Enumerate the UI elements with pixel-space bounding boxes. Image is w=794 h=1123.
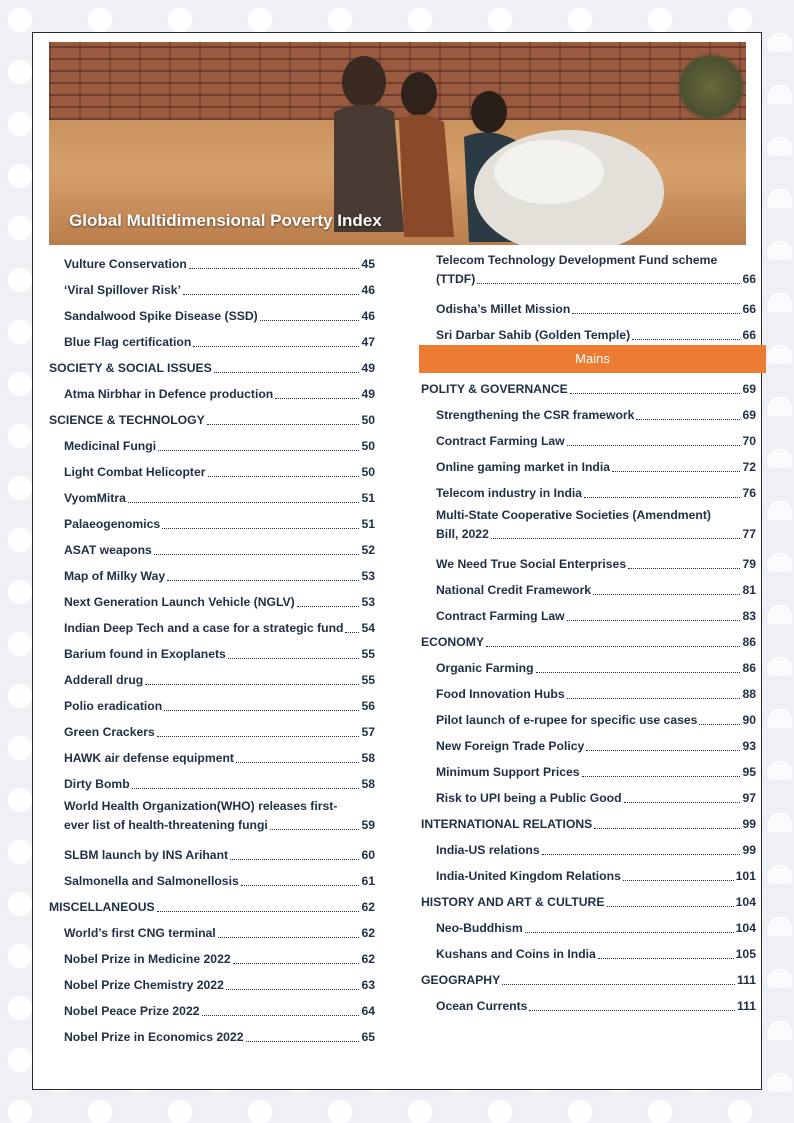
toc-entry-page: 111: [737, 973, 756, 987]
dot-leader: [491, 538, 741, 539]
toc-column-right: [421, 248, 756, 1016]
toc-entry[interactable]: [49, 456, 375, 482]
dot-leader: [207, 424, 360, 425]
toc-entry-title: Ocean Currents: [436, 999, 528, 1013]
dot-leader: [624, 802, 741, 803]
toc-entry-title: Light Combat Helicopter: [64, 465, 206, 479]
dot-leader: [246, 1041, 360, 1042]
toc-entry[interactable]: [49, 534, 375, 560]
toc-entry-title: ‘Viral Spillover Risk’: [64, 283, 181, 297]
toc-entry-title-line2: (TTDF): [436, 272, 476, 286]
dot-leader: [612, 471, 740, 472]
toc-entry-title: Pilot launch of e-rupee for specific use cases: [436, 713, 698, 727]
toc-entry[interactable]: [49, 690, 375, 716]
dot-leader: [607, 906, 734, 907]
toc-entry-title: Nobel Prize Chemistry 2022: [64, 978, 224, 992]
dot-leader: [632, 339, 740, 340]
toc-entry[interactable]: [49, 638, 375, 664]
toc-entry-title: World’s first CNG terminal: [64, 926, 216, 940]
toc-entry-title: We Need True Social Enterprises: [436, 557, 627, 571]
toc-entry[interactable]: [421, 990, 756, 1016]
toc-entry-page: 76: [742, 486, 756, 500]
toc-entry[interactable]: [49, 430, 375, 456]
dot-leader: [157, 736, 360, 737]
toc-entry[interactable]: [421, 704, 756, 730]
toc-entry[interactable]: [421, 756, 756, 782]
toc-entry-title-line1: Telecom Technology Development Fund scheme: [436, 253, 718, 267]
toc-entry-title: Strengthening the CSR framework: [436, 408, 635, 422]
toc-entry-page: 93: [742, 739, 756, 753]
dot-leader: [260, 320, 360, 321]
dot-leader: [230, 859, 359, 860]
dot-leader: [162, 528, 359, 529]
toc-entry-title: Telecom industry in India: [436, 486, 583, 500]
toc-entry[interactable]: [49, 917, 375, 943]
toc-entry-page: 56: [361, 699, 375, 713]
toc-entry-title: GEOGRAPHY: [421, 973, 501, 987]
toc-entry-page: 99: [742, 817, 756, 831]
toc-entry[interactable]: [49, 586, 375, 612]
dot-leader: [132, 788, 360, 789]
toc-entry-title: National Credit Framework: [436, 583, 592, 597]
toc-entry-page: 52: [361, 543, 375, 557]
toc-entry-title: INTERNATIONAL RELATIONS: [421, 817, 593, 831]
dot-leader: [572, 313, 740, 314]
toc-entry-page: 45: [361, 257, 375, 271]
toc-entry[interactable]: [49, 274, 375, 300]
toc-entry-title: Adderall drug: [64, 673, 144, 687]
dot-leader: [586, 750, 740, 751]
dot-leader: [214, 372, 360, 373]
toc-entry[interactable]: [421, 652, 756, 678]
toc-entry-page: 66: [742, 328, 756, 342]
toc-entry-title: Palaeogenomics: [64, 517, 161, 531]
toc-entry-page: 86: [742, 661, 756, 675]
toc-entry-page: 62: [361, 952, 375, 966]
dot-leader: [628, 568, 740, 569]
toc-entry[interactable]: [421, 730, 756, 756]
toc-entry-page: 49: [361, 361, 375, 375]
toc-entry-page: 97: [742, 791, 756, 805]
toc-entry-page: 61: [361, 874, 375, 888]
toc-entry[interactable]: [421, 477, 756, 503]
toc-entry-page: 60: [361, 848, 375, 862]
dot-leader: [208, 476, 360, 477]
toc-entry-page: 49: [361, 387, 375, 401]
toc-entry-title: Vulture Conservation: [64, 257, 187, 271]
toc-entry[interactable]: [421, 938, 756, 964]
dot-leader: [158, 450, 359, 451]
toc-section-heading[interactable]: [421, 626, 756, 652]
toc-entry-page: 77: [742, 527, 756, 541]
toc-entry[interactable]: [421, 834, 756, 860]
toc-entry[interactable]: [421, 548, 756, 574]
dot-leader: [525, 932, 734, 933]
toc-entry[interactable]: [421, 451, 756, 477]
toc-entry[interactable]: [421, 860, 756, 886]
toc-entry-title: VyomMitra: [64, 491, 126, 505]
toc-entry[interactable]: [421, 503, 756, 548]
toc-entry-page: 46: [361, 283, 375, 297]
toc-entry[interactable]: [49, 768, 375, 794]
toc-entry-page: 111: [737, 999, 756, 1013]
dot-leader: [594, 828, 740, 829]
toc-entry-line2: [436, 270, 756, 289]
toc-entry-title: Kushans and Coins in India: [436, 947, 596, 961]
dot-leader: [477, 283, 740, 284]
toc-entry-page: 58: [361, 777, 375, 791]
toc-entry-title-line2: Bill, 2022: [436, 527, 489, 541]
toc-entry-title: Indian Deep Tech and a case for a strategic fund: [64, 621, 344, 635]
toc-entry-page: 46: [361, 309, 375, 323]
toc-entry[interactable]: [421, 425, 756, 451]
toc-entry-title: Sandalwood Spike Disease (SSD): [64, 309, 258, 323]
dot-leader: [502, 984, 735, 985]
toc-entry-page: 47: [361, 335, 375, 349]
toc-entry-title: Nobel Prize in Medicine 2022: [64, 952, 231, 966]
toc-entry-title-line1: Multi-State Cooperative Societies (Amendment): [436, 508, 711, 522]
toc-entry-title: India-US relations: [436, 843, 540, 857]
dot-leader: [228, 658, 360, 659]
dot-leader: [236, 762, 359, 763]
toc-entry[interactable]: [421, 248, 756, 293]
dot-leader: [167, 580, 359, 581]
toc-entry[interactable]: [49, 326, 375, 352]
toc-entry-page: 70: [742, 434, 756, 448]
toc-entry-page: 66: [742, 272, 756, 286]
toc-entry-page: 104: [735, 895, 756, 909]
dot-leader: [218, 937, 360, 938]
dot-leader: [270, 829, 360, 830]
toc-entry-page: 90: [742, 713, 756, 727]
toc-entry[interactable]: [49, 248, 375, 274]
toc-entry[interactable]: [49, 995, 375, 1021]
toc-entry-title: Atma Nirbhar in Defence production: [64, 387, 274, 401]
dot-leader: [164, 710, 359, 711]
toc-entry-page: 79: [742, 557, 756, 571]
dot-leader: [233, 963, 360, 964]
toc-entry-title: POLITY & GOVERNANCE: [421, 382, 568, 396]
toc-entry[interactable]: [49, 1021, 375, 1047]
toc-entry-title: New Foreign Trade Policy: [436, 739, 585, 753]
toc-entry[interactable]: [49, 612, 375, 638]
dot-leader: [241, 885, 360, 886]
toc-entry-title: HAWK air defense equipment: [64, 751, 234, 765]
toc-entry-page: 50: [361, 413, 375, 427]
toc-entry-page: 81: [742, 583, 756, 597]
toc-column-left: [49, 248, 375, 1047]
toc-entry[interactable]: [49, 482, 375, 508]
toc-entry-page: 57: [361, 725, 375, 739]
dot-leader: [345, 632, 359, 633]
toc-entry[interactable]: [421, 293, 756, 319]
toc-entry-page: 65: [361, 1030, 375, 1044]
toc-entry-title: Blue Flag certification: [64, 335, 192, 349]
toc-entry-title: Dirty Bomb: [64, 777, 130, 791]
dot-leader: [275, 398, 359, 399]
toc-entry-page: 64: [361, 1004, 375, 1018]
dot-leader: [567, 698, 741, 699]
dot-leader: [157, 911, 360, 912]
toc-entry-title: Green Crackers: [64, 725, 155, 739]
toc-entry[interactable]: [49, 865, 375, 891]
toc-entry[interactable]: [49, 794, 375, 839]
dot-leader: [593, 594, 740, 595]
toc-entry-page: 62: [361, 926, 375, 940]
toc-entry[interactable]: [421, 678, 756, 704]
toc-entry[interactable]: [421, 782, 756, 808]
dot-leader: [582, 776, 741, 777]
dot-leader: [154, 554, 360, 555]
toc-entry-page: 58: [361, 751, 375, 765]
dot-leader: [128, 502, 360, 503]
toc-entry-line2: [436, 525, 756, 544]
toc-entry-page: 66: [742, 302, 756, 316]
toc-entry-title: Food Innovation Hubs: [436, 687, 565, 701]
dot-leader: [623, 880, 734, 881]
toc-entry[interactable]: [49, 742, 375, 768]
toc-section-heading[interactable]: [421, 373, 756, 399]
toc-entry[interactable]: [49, 560, 375, 586]
toc-entry-title: Sri Darbar Sahib (Golden Temple): [436, 328, 631, 342]
dot-leader: [183, 294, 359, 295]
toc-entry-title: India-United Kingdom Relations: [436, 869, 621, 883]
toc-entry-page: 99: [742, 843, 756, 857]
toc-entry-title: SCIENCE & TECHNOLOGY: [49, 413, 205, 427]
dot-leader: [202, 1015, 360, 1016]
dot-leader: [570, 393, 741, 394]
toc-entry-page: 59: [361, 818, 375, 832]
toc-entry-page: 101: [735, 869, 756, 883]
toc-entry-title: Neo-Buddhism: [436, 921, 523, 935]
toc-entry-page: 86: [742, 635, 756, 649]
toc-entry[interactable]: [421, 399, 756, 425]
toc-section-heading[interactable]: [49, 404, 375, 430]
toc-entry-title: Odisha’s Millet Mission: [436, 302, 571, 316]
toc-entry-title: SLBM launch by INS Arihant: [64, 848, 229, 862]
toc-entry-page: 69: [742, 408, 756, 422]
toc-entry-title: Nobel Prize in Economics 2022: [64, 1030, 244, 1044]
toc-entry-page: 63: [361, 978, 375, 992]
dot-leader: [297, 606, 360, 607]
toc-right-bottom: [421, 373, 756, 1016]
dot-leader: [598, 958, 734, 959]
dot-leader: [529, 1010, 735, 1011]
toc-entry-title: MISCELLANEOUS: [49, 900, 155, 914]
toc-entry-title-line1: World Health Organization(WHO) releases first-: [64, 799, 338, 813]
toc-entry-title: HISTORY AND ART & CULTURE: [421, 895, 605, 909]
toc-entry-page: 51: [361, 517, 375, 531]
toc-entry-title: Polio eradication: [64, 699, 163, 713]
toc-entry[interactable]: [49, 943, 375, 969]
toc-entry-title-line2: ever list of health-threatening fungi: [64, 818, 268, 832]
toc-entry[interactable]: [421, 574, 756, 600]
toc-section-heading[interactable]: [421, 808, 756, 834]
toc-entry-page: 51: [361, 491, 375, 505]
toc-entry-title: SOCIETY & SOCIAL ISSUES: [49, 361, 212, 375]
toc-entry-page: 104: [735, 921, 756, 935]
toc-entry-page: 50: [361, 465, 375, 479]
toc-entry-page: 95: [742, 765, 756, 779]
toc-entry-title: ASAT weapons: [64, 543, 152, 557]
dot-leader: [145, 684, 359, 685]
toc-entry-page: 105: [735, 947, 756, 961]
toc-entry-title: Map of Milky Way: [64, 569, 166, 583]
toc-entry-page: 54: [361, 621, 375, 635]
toc-entry[interactable]: [421, 600, 756, 626]
page-frame: [32, 32, 762, 1090]
dot-leader: [636, 419, 740, 420]
mains-section-header: Mains: [419, 345, 766, 373]
toc-section-heading[interactable]: [421, 964, 756, 990]
toc-entry-page: 55: [361, 673, 375, 687]
toc-entry-title: Contract Farming Law: [436, 434, 565, 448]
toc-entry-title: Contract Farming Law: [436, 609, 565, 623]
banner-image: [49, 42, 746, 245]
dot-leader: [542, 854, 741, 855]
dot-leader: [486, 646, 740, 647]
toc-entry[interactable]: [421, 912, 756, 938]
dot-leader: [189, 268, 360, 269]
dot-leader: [226, 989, 360, 990]
toc-entry-page: 69: [742, 382, 756, 396]
toc-entry[interactable]: [49, 508, 375, 534]
toc-entry[interactable]: [49, 378, 375, 404]
dot-leader: [699, 724, 740, 725]
toc-entry-title: Organic Farming: [436, 661, 534, 675]
toc-entry-title: Salmonella and Salmonellosis: [64, 874, 239, 888]
toc-entry-title: Risk to UPI being a Public Good: [436, 791, 622, 805]
toc-entry-page: 72: [742, 460, 756, 474]
toc-entry[interactable]: [49, 716, 375, 742]
toc-entry-page: 88: [742, 687, 756, 701]
toc-entry[interactable]: [49, 300, 375, 326]
banner-title: Global Multidimensional Poverty Index: [69, 211, 382, 230]
toc-section-heading[interactable]: [49, 891, 375, 917]
dot-leader: [536, 672, 741, 673]
toc-entry-title: Next Generation Launch Vehicle (NGLV): [64, 595, 295, 609]
toc-section-heading[interactable]: [421, 886, 756, 912]
toc-right-top: [421, 248, 756, 345]
toc-entry-title: ECONOMY: [421, 635, 484, 649]
dot-leader: [584, 497, 740, 498]
toc-entry-title: Online gaming market in India: [436, 460, 611, 474]
toc-entry-title: Barium found in Exoplanets: [64, 647, 226, 661]
toc-entry-page: 62: [361, 900, 375, 914]
toc-entry-page: 55: [361, 647, 375, 661]
dot-leader: [567, 620, 741, 621]
toc-entry-title: Nobel Peace Prize 2022: [64, 1004, 200, 1018]
toc-entry-title: Minimum Support Prices: [436, 765, 580, 779]
toc-entry-page: 83: [742, 609, 756, 623]
toc-entry[interactable]: [421, 319, 756, 345]
toc-entry[interactable]: [49, 839, 375, 865]
toc-section-heading[interactable]: [49, 352, 375, 378]
toc-entry-page: 53: [361, 569, 375, 583]
dot-leader: [193, 346, 359, 347]
toc-entry-line2: [64, 816, 375, 835]
toc-entry[interactable]: [49, 664, 375, 690]
toc-entry-title: Medicinal Fungi: [64, 439, 157, 453]
toc-entry-page: 53: [361, 595, 375, 609]
toc-entry-page: 50: [361, 439, 375, 453]
toc-entry[interactable]: [49, 969, 375, 995]
dot-leader: [567, 445, 741, 446]
